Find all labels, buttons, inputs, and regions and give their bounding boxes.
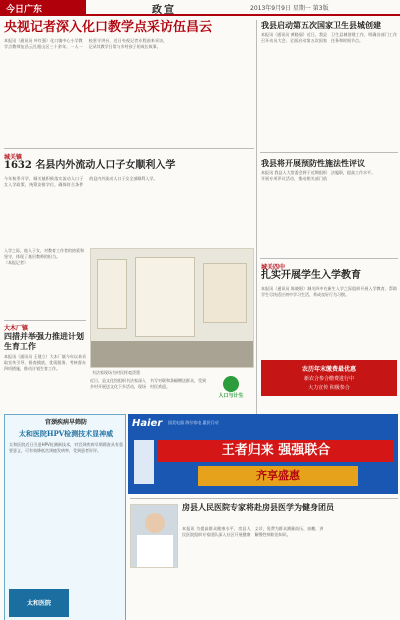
pop-logo-text: 人口与计生 — [218, 393, 244, 399]
middle-body: 近日，县文化馆组织书法家深入乡村开展送文化下乡活动，现场书写对联和条幅赠送群众，受到村民欢迎。 — [90, 378, 206, 389]
scroll-right — [203, 263, 247, 323]
hpv-body: 太和医院近日引进HPV检测新技术，对宫颈疾病早期筛查具有重要意义，可有效降低宫颈癌发病率，受到患者好评。 — [9, 442, 123, 453]
right1-headline: 我县启动第五次国家卫生县城创建 — [261, 20, 381, 30]
lead-headline: 央视记者深入化口教学点采访伍昌云 — [4, 20, 213, 35]
lead-body: 本报讯（通讯员 叶红强）化口镇中心小学教学点教师伍昌云扎根山区三十余年，一人一校坚守讲台，近日央视记者专程前来采访，记录其教学日常与乡村孩子的成长故事。 — [4, 38, 168, 49]
teacher-signature: （本报记者） — [4, 260, 28, 265]
teacher-body: 入学之际，他人子女，对教育工作者的热爱和坚守，体现了基层教师的担当。 — [4, 248, 84, 259]
right2-headline: 我县将开展预防性施法性评议 — [261, 158, 365, 168]
scroll-center — [135, 257, 195, 337]
pop-logo-icon — [223, 376, 239, 392]
hpv-box — [4, 414, 126, 620]
haier-tagline: 国美电器 海尔家电 惠民行动 — [168, 420, 219, 425]
right1-body: 本报讯（通讯员 黄晓丽）近日，我县召开动员大会，全面启动第五次国家卫生县城创建工作，明确各部门工作任务和时间节点。 — [261, 32, 397, 43]
photo-crowd — [91, 341, 254, 368]
teacher-story — [4, 248, 84, 318]
haier-brand: Haier — [132, 418, 163, 429]
hpv-kicker: 宫颈疾病早筛防 — [44, 419, 87, 426]
issue-date: 2013年9月9日 — [250, 5, 291, 12]
left3-headline: 四措并举强力推进计划生育工作 — [4, 331, 84, 351]
right3-kicker: 城关四中 — [261, 264, 286, 271]
doctor-photo — [130, 504, 178, 568]
masthead: 今日广东 — [0, 0, 86, 14]
small-ad-sub: 新农合参合缴费进行中 — [303, 376, 354, 382]
calligraphy-photo — [90, 248, 254, 368]
haier-sub: 齐享盛惠 — [198, 466, 358, 486]
haier-headline: 王者归来 强强联合 — [158, 440, 394, 462]
right3-headline: 扎实开展学生入学教育 — [261, 270, 361, 281]
hpv-logo: 太和医院 — [9, 589, 69, 617]
left2-headline: 1632 名县内外流动人口子女顺利入学 — [4, 160, 176, 171]
scroll-left — [97, 259, 127, 329]
left2-body: 今年秋季开学，城关镇积极落实流动人口子女入学政策，统筹安排学位，确保符合条件的县内外流动人口子女全部顺利入学。 — [4, 176, 158, 187]
left3-kicker: 大木厂镇 — [4, 325, 29, 332]
bottom-body: 本报讯 为提高群众健康水平，房县人民医院组织专家团队深入社区开展健康义诊，免费为群众测量血压、血糖，讲解慢性病防治知识。 — [182, 526, 324, 537]
bottom-headline: 房县人民医院专家将赴房县医学为健身团员 — [182, 502, 334, 512]
small-ad — [261, 360, 397, 396]
photo-caption: 书法家现场为村民挥毫泼墨 — [92, 370, 140, 375]
page-number: 第3版 — [312, 5, 329, 12]
header-info — [250, 3, 329, 12]
issue-weekday: 星期一 — [292, 5, 311, 12]
small-ad-note: 大力宣传 积极参合 — [308, 385, 350, 391]
right2-body: 本报讯 我县人大常委会将于近期组织开展专项评议活动，推动相关部门依法履职，提高工作水平。 — [261, 170, 375, 181]
right3-body: 本报讯（通讯员 陈晓阳）城关四中在新生入学之际组织开展入学教育，帮助学生尽快适应初中学习生活，养成良好行为习惯。 — [261, 286, 397, 297]
haier-ad — [128, 414, 398, 494]
section-title: 政宣 — [152, 5, 176, 16]
small-ad-title: 农历年末缴费最优惠 — [301, 366, 356, 373]
hpv-headline: 太和医院HPV检测技术显神威 — [18, 429, 114, 438]
left3-body: 本报讯（通讯员 王建立）大木厂镇今年以来采取宣传引导、排查摸底、优质服务、考核督办四项措施，推动计划生育工作。 — [4, 354, 86, 371]
pop-logo — [210, 376, 252, 408]
left2-kicker: 城关镇 — [4, 154, 23, 161]
appliance-image — [134, 440, 154, 484]
